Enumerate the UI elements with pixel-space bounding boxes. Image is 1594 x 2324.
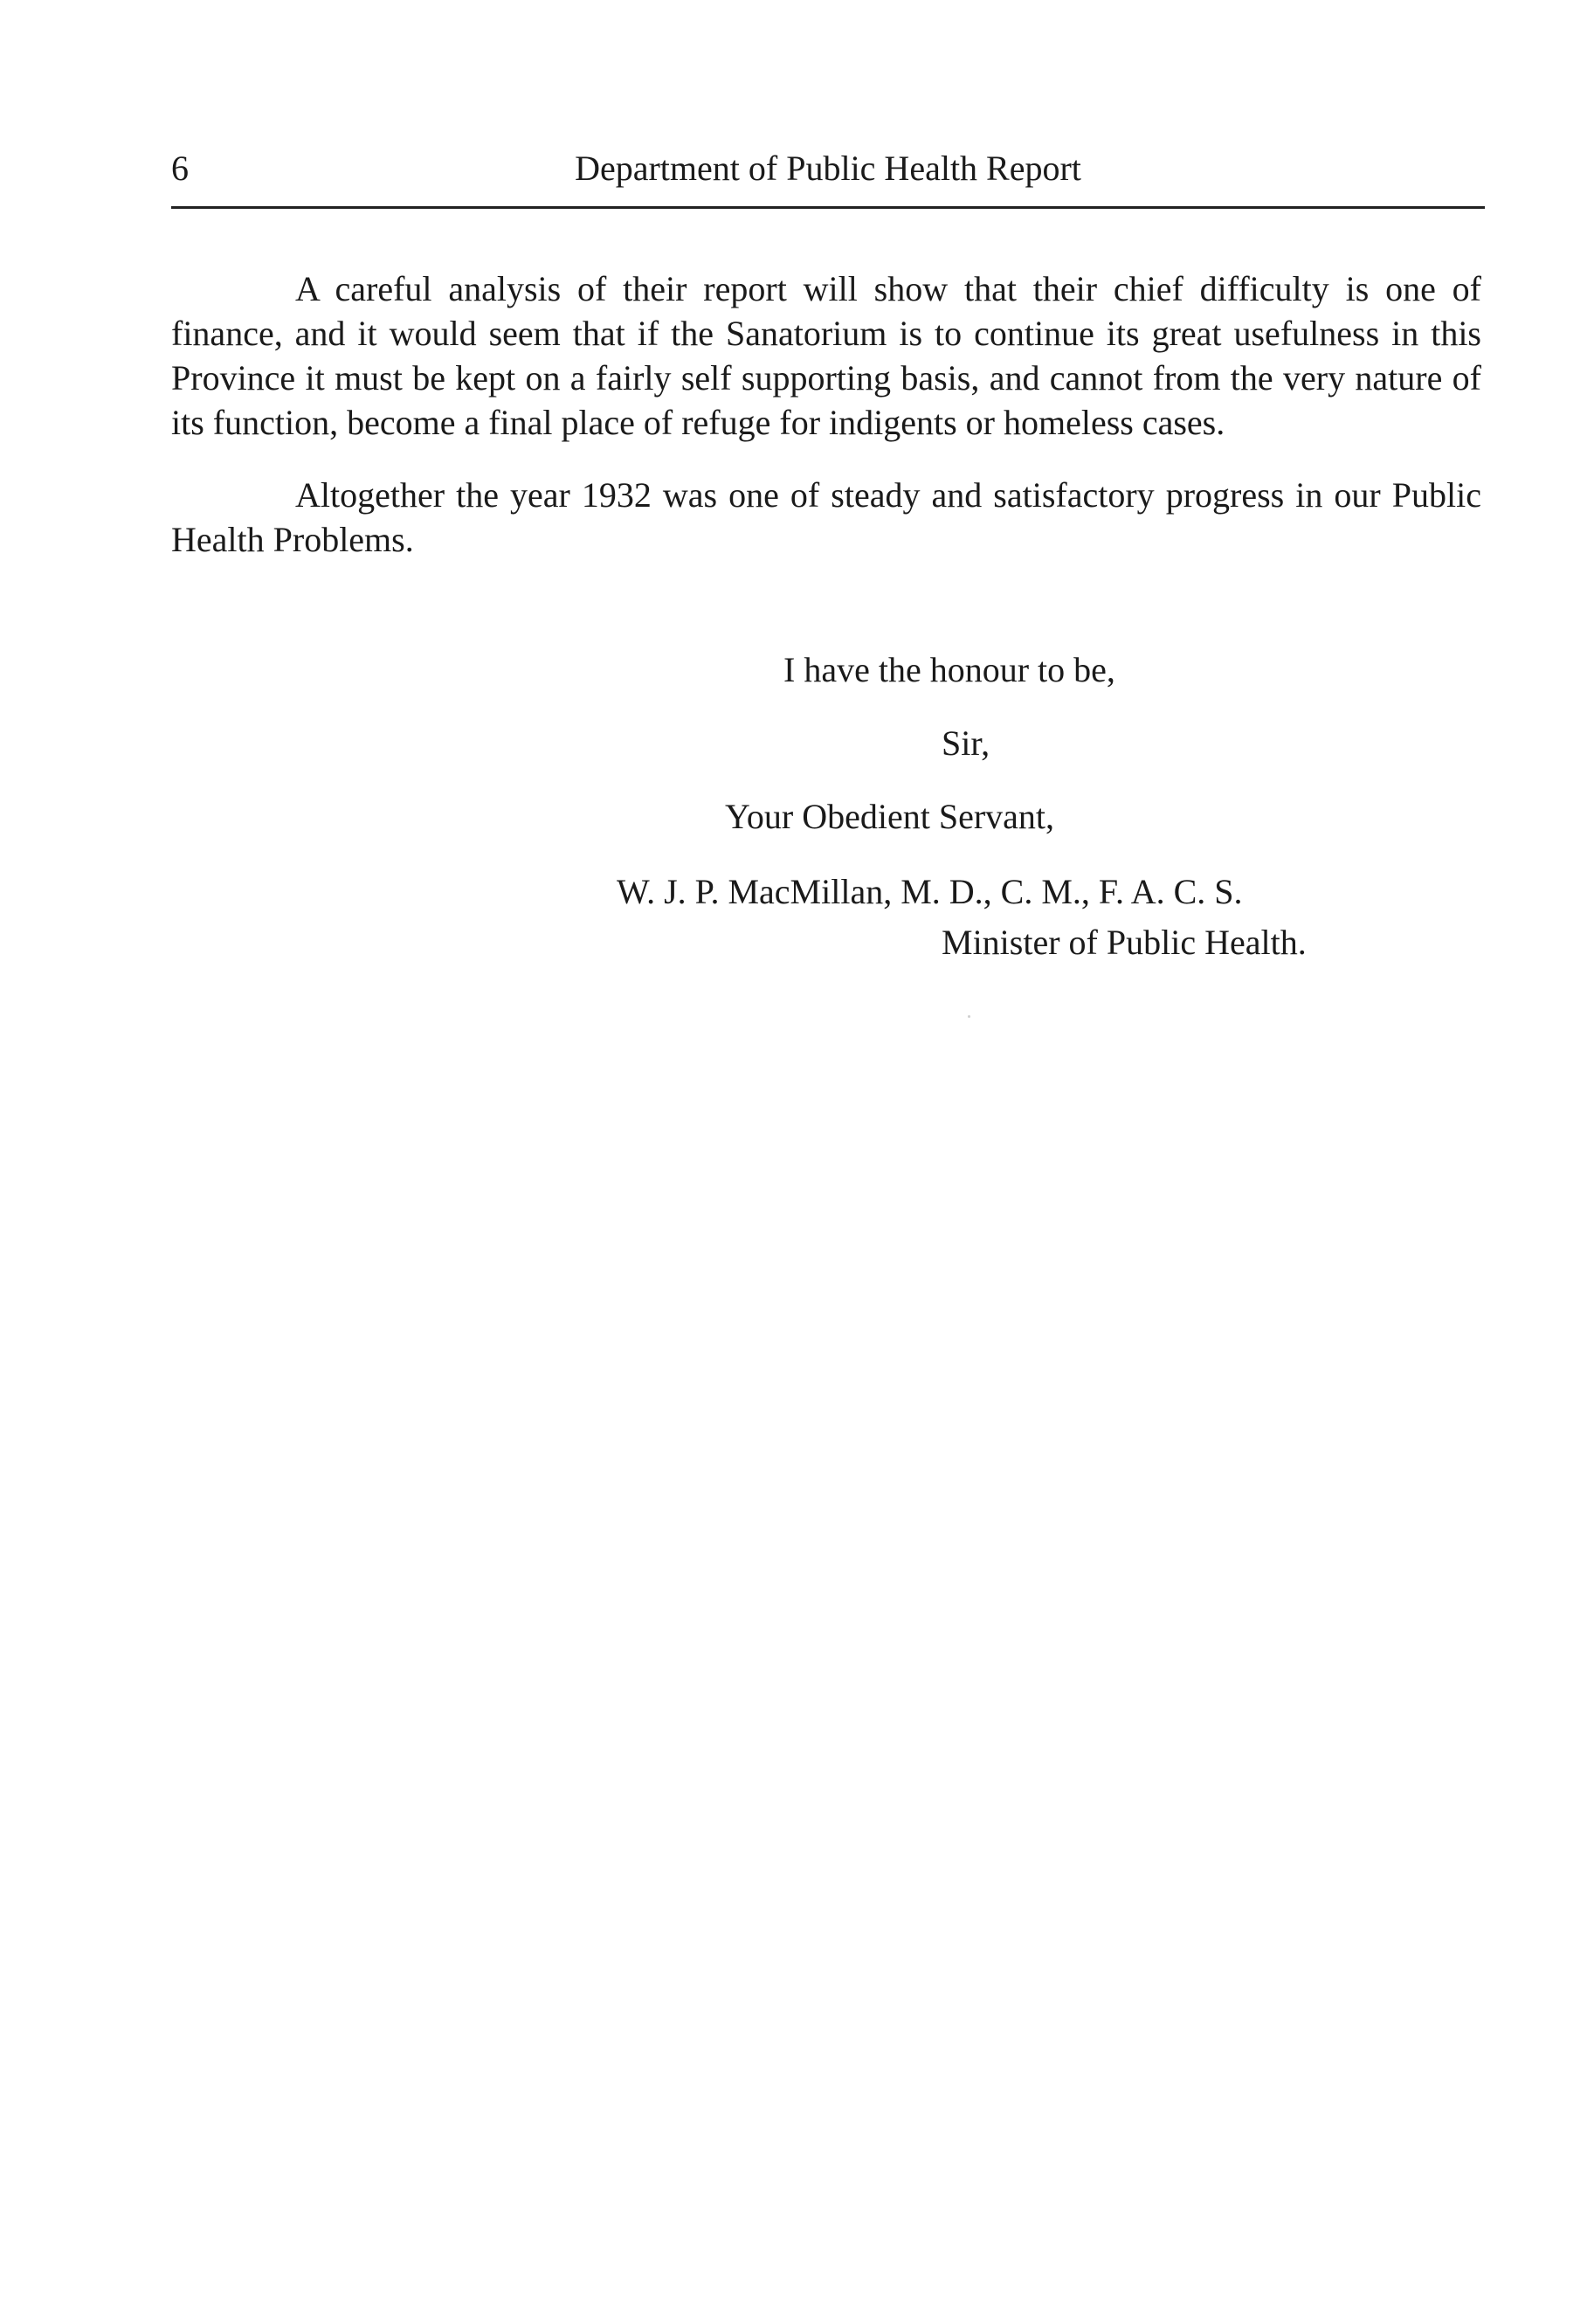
paragraph-finance: A careful analysis of their report will show that their chief difficulty is one of finance, and it would seem that if the Sanatorium is to continue its great usefulness in this Province it must be kept on a fairly self supporting basis, and cannot from the very nature of its function, become a final place of refuge for indigents or homeless cases. — [171, 269, 1481, 442]
closing-valediction: Your Obedient Servant, — [725, 797, 1055, 836]
closing-salutation: I have the honour to be, — [783, 650, 1115, 689]
page-header — [171, 147, 1485, 199]
signatory-name: W. J. P. MacMillan, M. D., C. M., F. A. C. S. — [617, 872, 1243, 911]
closing-address: Sir, — [942, 723, 990, 763]
signatory-title: Minister of Public Health. — [942, 923, 1307, 962]
page-number: 6 — [171, 149, 189, 188]
scan-speck — [968, 1015, 970, 1018]
header-rule — [171, 206, 1485, 209]
body-text — [171, 266, 1481, 590]
paragraph-progress: Altogether the year 1932 was one of steady and satisfactory progress in our Public Health Problems. — [171, 475, 1481, 559]
running-title: Department of Public Health Report — [575, 149, 1081, 188]
